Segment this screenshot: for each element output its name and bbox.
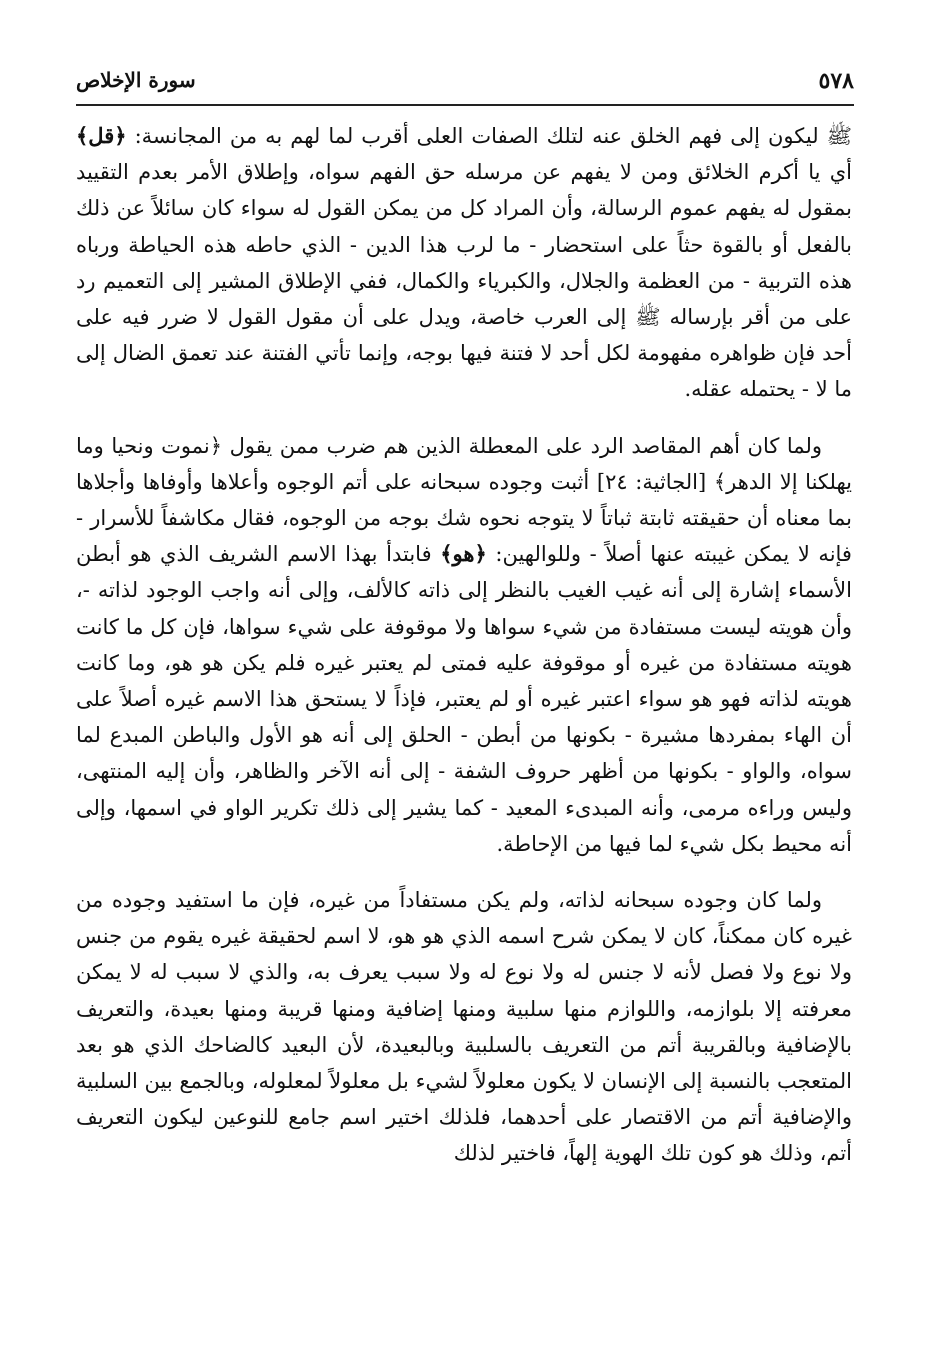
page-number: ٥٧٨ xyxy=(818,68,854,94)
text-run: ولما كان أهم المقاصد الرد على المعطلة الذين هم ضرب ممن يقول ﴿نموت ونحيا وما يهلكنا إلا الدهر﴾ [الجاثية: ٢٤] أثبت وجوده سبحانه على أتم الوجوه وأعلاها وأوفاها وأجلاها بما معناه أن حقيقته ثابتة ثباتاً لا يتوجه نحوه شك بوجه من الوجوه، فقال مكاشفاً للأسرار - فإنه لا يمكن غيبته عنها أصلاً - وللوالهين: xyxy=(76,433,852,567)
quran-word-huwa: ﴿هو﴾ xyxy=(440,541,487,567)
quran-word-qul: ﴿قل﴾ xyxy=(76,123,127,148)
body-text xyxy=(76,118,852,1172)
paragraph-2 xyxy=(76,428,852,862)
paragraph-1 xyxy=(76,118,852,408)
text-run: ﷺ ليكون إلى فهم الخلق عنه لتلك الصفات العلى أقرب لما لهم به من المجانسة: xyxy=(126,124,852,148)
running-header xyxy=(76,60,854,100)
text-run: ولما كان وجوده سبحانه لذاته، ولم يكن مستفاداً من غيره، فإن ما استفيد وجوده من غيره كان ممكناً، كان لا يمكن شرح اسمه الذي هو هو، لا اسم لحقيقة غيره يقوم من جنس ولا نوع ولا فصل لأنه لا جنس له ولا نوع له ولا سبب يعرف به، والذي لا سبب له لا يمكن معرفته إلا بلوازمه، واللوازم منها سلبية ومنها إضافية ومنها قريبة ومنها بعيدة، والتعريف بالإضافية وبالقريبة أتم من التعريف بالسلبية وبالبعيدة، لأن البعيد كالضاحك الذي هو بعد المتعجب بالنسبة إلى الإنسان لا يكون معلولاً لشيء بل معلولاً لمعلوله، وبالجمع بين السلبية والإضافية أتم من الاقتصار على أحدهما، فلذلك اختير اسم جامع للنوعين ليكون التعريف أتم، وذلك هو كون تلك الهوية إلهاً، فاختير لذلك xyxy=(76,888,852,1166)
text-run: فابتدأ بهذا الاسم الشريف الذي هو أبطن الأسماء إشارة إلى أنه غيب الغيب بالنظر إلى ذاته كالألف، وإلى أنه واجب الوجود لذاته -، وأن هويته ليست مستفادة من شيء سواها ولا موقوفة على شيء سواها، فإن كل ما كانت هويته مستفادة من غيره أو موقوفة عليه فمتى لم يعتبر غيره فلم يكن هو هو، وما كانت هويته لذاته فهو هو سواء اعتبر غيره أو لم يعتبر، فإذاً لا يستحق هذا الاسم غيره أصلاً على أن الهاء بمفردها مشيرة - بكونها من أبطن - الحلق إلى أنه هو الأول والباطن المبدع لما سواه، والواو - بكونها من أظهر حروف الشفة - إلى أنه الآخر والظاهر، وأن إليه المنتهى، وليس وراءه مرمى، وأنه المبدىء المعيد - كما يشير إلى ذلك تكرير الواو في اسمها، وإلى أنه محيط بكل شيء لما فيها من الإحاطة. xyxy=(76,542,852,856)
paragraph-3 xyxy=(76,882,852,1172)
surah-title: سورة الإخلاص xyxy=(76,68,196,92)
header-divider xyxy=(76,104,854,106)
text-run: أي يا أكرم الخلائق ومن لا يفهم عن مرسله حق الفهم سواه، وإطلاق الأمر بعدم التقييد بمقول له يفهم عموم الرسالة، وأن المراد كل من يمكن القول له سواء كان سائلاً عن ذلك بالفعل أو بالقوة حثاً على استحضار - ما لرب هذا الدين - الذي حاطه هذه الحياطة ورباه هذه التربية - من العظمة والجلال، والكبرياء والكمال، ففي الإطلاق المشير إلى التعميم رد على من أقر بإرساله ﷺ إلى العرب خاصة، ويدل على أن مقول القول لا ضرر فيه على أحد فإن ظواهره مفهومة لكل أحد لا فتنة فيها بوجه، وإنما تأتي الفتنة عند تعمق الضال إلى ما لا - يحتمله عقله. xyxy=(76,160,852,402)
